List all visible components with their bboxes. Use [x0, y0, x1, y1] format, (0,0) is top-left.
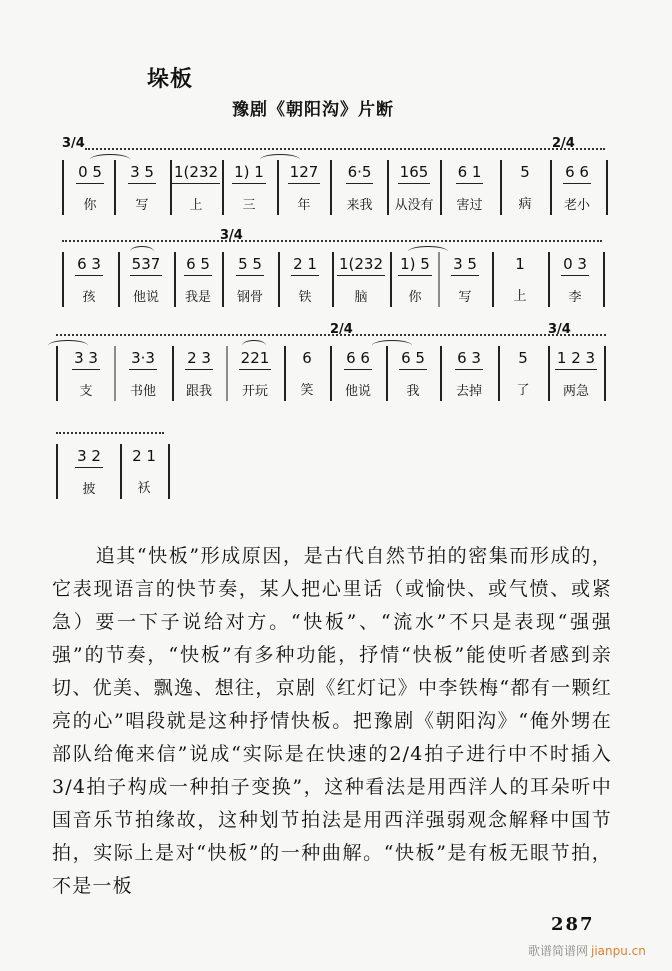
- measure: [334, 254, 388, 309]
- barline: [606, 160, 608, 215]
- lyric: 病: [518, 197, 532, 212]
- notes: 6 1: [456, 163, 484, 184]
- section-title: 垛板: [147, 66, 194, 92]
- notes: 3 5: [128, 163, 156, 184]
- lyric: 笑: [300, 383, 314, 398]
- lyric: 害过: [456, 198, 483, 213]
- measure: [279, 162, 329, 217]
- dashed-phrase-line: [85, 148, 605, 150]
- measure: [68, 162, 112, 217]
- measure: [550, 348, 602, 403]
- measure: [176, 254, 220, 309]
- notes: 5: [518, 349, 528, 367]
- lyric: 李: [568, 290, 582, 305]
- notes: 6 5: [184, 255, 212, 276]
- measure: [389, 162, 439, 217]
- barline: [62, 160, 64, 215]
- lyric: 写: [458, 290, 472, 305]
- notes: 5 5: [236, 255, 264, 276]
- notes: 3 5: [451, 255, 479, 276]
- measure: [442, 348, 496, 403]
- measure: [332, 348, 384, 403]
- watermark-label: 歌谱简谱网: [528, 944, 589, 958]
- lyric: 年: [297, 198, 311, 213]
- measure: [392, 254, 438, 309]
- time-signature: 3/4: [62, 136, 85, 151]
- notes: 6: [302, 349, 312, 367]
- notes: 3 2: [75, 447, 103, 468]
- dashed-phrase-line: [62, 240, 602, 242]
- score-row-3: [52, 322, 612, 401]
- notes: 127: [288, 163, 321, 184]
- lyric: 跟我: [185, 384, 212, 399]
- notes: 3·3: [129, 349, 157, 370]
- measure: [388, 348, 438, 403]
- measure: [440, 254, 490, 309]
- notes: 537: [130, 255, 163, 276]
- measure: [224, 162, 274, 217]
- lyric: 脑: [354, 290, 368, 305]
- measure: [442, 162, 497, 217]
- measure: [118, 162, 166, 217]
- notes: 165: [398, 163, 431, 184]
- barline: [168, 444, 170, 499]
- barline: [604, 346, 606, 401]
- measure: [286, 348, 328, 403]
- notes: 1(232: [172, 163, 220, 184]
- measure: [550, 254, 600, 309]
- body-paragraph: [52, 540, 612, 903]
- notes: 3 3: [72, 349, 100, 370]
- measure: [228, 348, 282, 403]
- lyric: 两急: [562, 384, 589, 399]
- lyric: 书他: [129, 384, 156, 399]
- barline: [56, 444, 58, 499]
- score-row-1: [60, 136, 610, 215]
- time-signature: 2/4: [552, 136, 575, 151]
- time-signature: 3/4: [548, 322, 571, 337]
- lyric: 写: [135, 198, 149, 213]
- notes: 6 5: [399, 349, 427, 370]
- lyric: 三: [242, 198, 256, 213]
- notes: 1(232: [337, 255, 385, 276]
- notes: 1) 5: [398, 255, 432, 276]
- measure: [552, 162, 602, 217]
- watermark: [528, 942, 646, 959]
- measure: [174, 348, 224, 403]
- notes: 6 6: [563, 163, 591, 184]
- lyric: 他说: [132, 290, 159, 305]
- notes: 0 5: [76, 163, 104, 184]
- page-number: 287: [551, 914, 595, 935]
- lyric: 来我: [346, 198, 373, 213]
- notes: 6 3: [455, 349, 483, 370]
- notes: 2 3: [185, 349, 213, 370]
- notes: 2 1: [132, 447, 156, 465]
- notes: 2 1: [291, 255, 319, 276]
- score-row-4: [52, 424, 192, 499]
- lyric: 他说: [344, 384, 371, 399]
- measure: [494, 254, 546, 309]
- lyric: 你: [83, 198, 97, 213]
- lyric: 铁: [298, 290, 312, 305]
- lyric: 披: [82, 482, 96, 497]
- lyric: 上: [189, 198, 203, 213]
- lyric: 了: [516, 383, 530, 398]
- watermark-site: jianpu.cn: [591, 944, 646, 958]
- notes: 0 3: [561, 255, 589, 276]
- lyric: 袄: [137, 481, 151, 496]
- lyric: 上: [513, 289, 527, 304]
- measure: [122, 446, 166, 501]
- notes: 1 2 3: [555, 349, 597, 370]
- measure: [172, 162, 220, 217]
- lyric: 从没有: [394, 198, 434, 213]
- barline: [603, 252, 605, 307]
- lyric: 我是: [184, 290, 211, 305]
- notes: 6 6: [344, 349, 372, 370]
- measure: [64, 254, 114, 309]
- barline: [56, 346, 58, 401]
- measure: [60, 348, 112, 403]
- score-subtitle: 豫剧《朝阳沟》片断: [232, 100, 394, 120]
- time-signature: 2/4: [330, 322, 353, 337]
- score-row-2: [60, 228, 610, 307]
- lyric: 开玩: [241, 384, 268, 399]
- measure: [116, 348, 170, 403]
- measure: [280, 254, 330, 309]
- lyric: 你: [408, 290, 422, 305]
- measure: [60, 446, 118, 501]
- measure: [332, 162, 387, 217]
- lyric: 去掉: [455, 384, 482, 399]
- notes: 5: [520, 163, 530, 181]
- measure: [120, 254, 172, 309]
- measure: [502, 162, 548, 217]
- notes: 1) 1: [232, 163, 266, 184]
- measure: [224, 254, 276, 309]
- lyric: 钢骨: [236, 290, 263, 305]
- lyric: 我: [406, 384, 420, 399]
- barline: [114, 160, 116, 215]
- measure: [500, 348, 546, 403]
- notes: 6 3: [75, 255, 103, 276]
- dashed-phrase-line: [56, 432, 164, 434]
- notes: 221: [239, 349, 272, 370]
- notes: 1: [515, 255, 525, 273]
- lyric: 支: [79, 384, 93, 399]
- paragraph-text: 追其“快板”形成原因，是古代自然节拍的密集而形成的，它表现语言的快节奏，某人把心里话（或愉快、或气愤、或紧急）要一下子说给对方。“快板”、“流水”不只是表现“强强强”的节奏，“快板”有多种功能，抒情“快板”能使听者感到亲切、优美、飘逸、想往，京剧《红灯记》中李铁梅“都有一颗红亮的心”唱段就是这种抒情快板。把豫剧《朝阳沟》“俺外甥在部队给俺来信”说成“实际是在快速的2/4拍子进行中不时插入3/4拍子构成一种拍子变换”，这种看法是用西洋人的耳朵听中国音乐节拍缘故，这种划节拍法是用西洋强弱观念解释中国节拍，实际上是对“快板”的一种曲解。“快板”是有板无眼节拍，不是一板: [52, 545, 612, 897]
- notes: 6·5: [346, 163, 374, 184]
- time-signature: 3/4: [220, 228, 243, 243]
- lyric: 老小: [563, 198, 590, 213]
- lyric: 孩: [82, 290, 96, 305]
